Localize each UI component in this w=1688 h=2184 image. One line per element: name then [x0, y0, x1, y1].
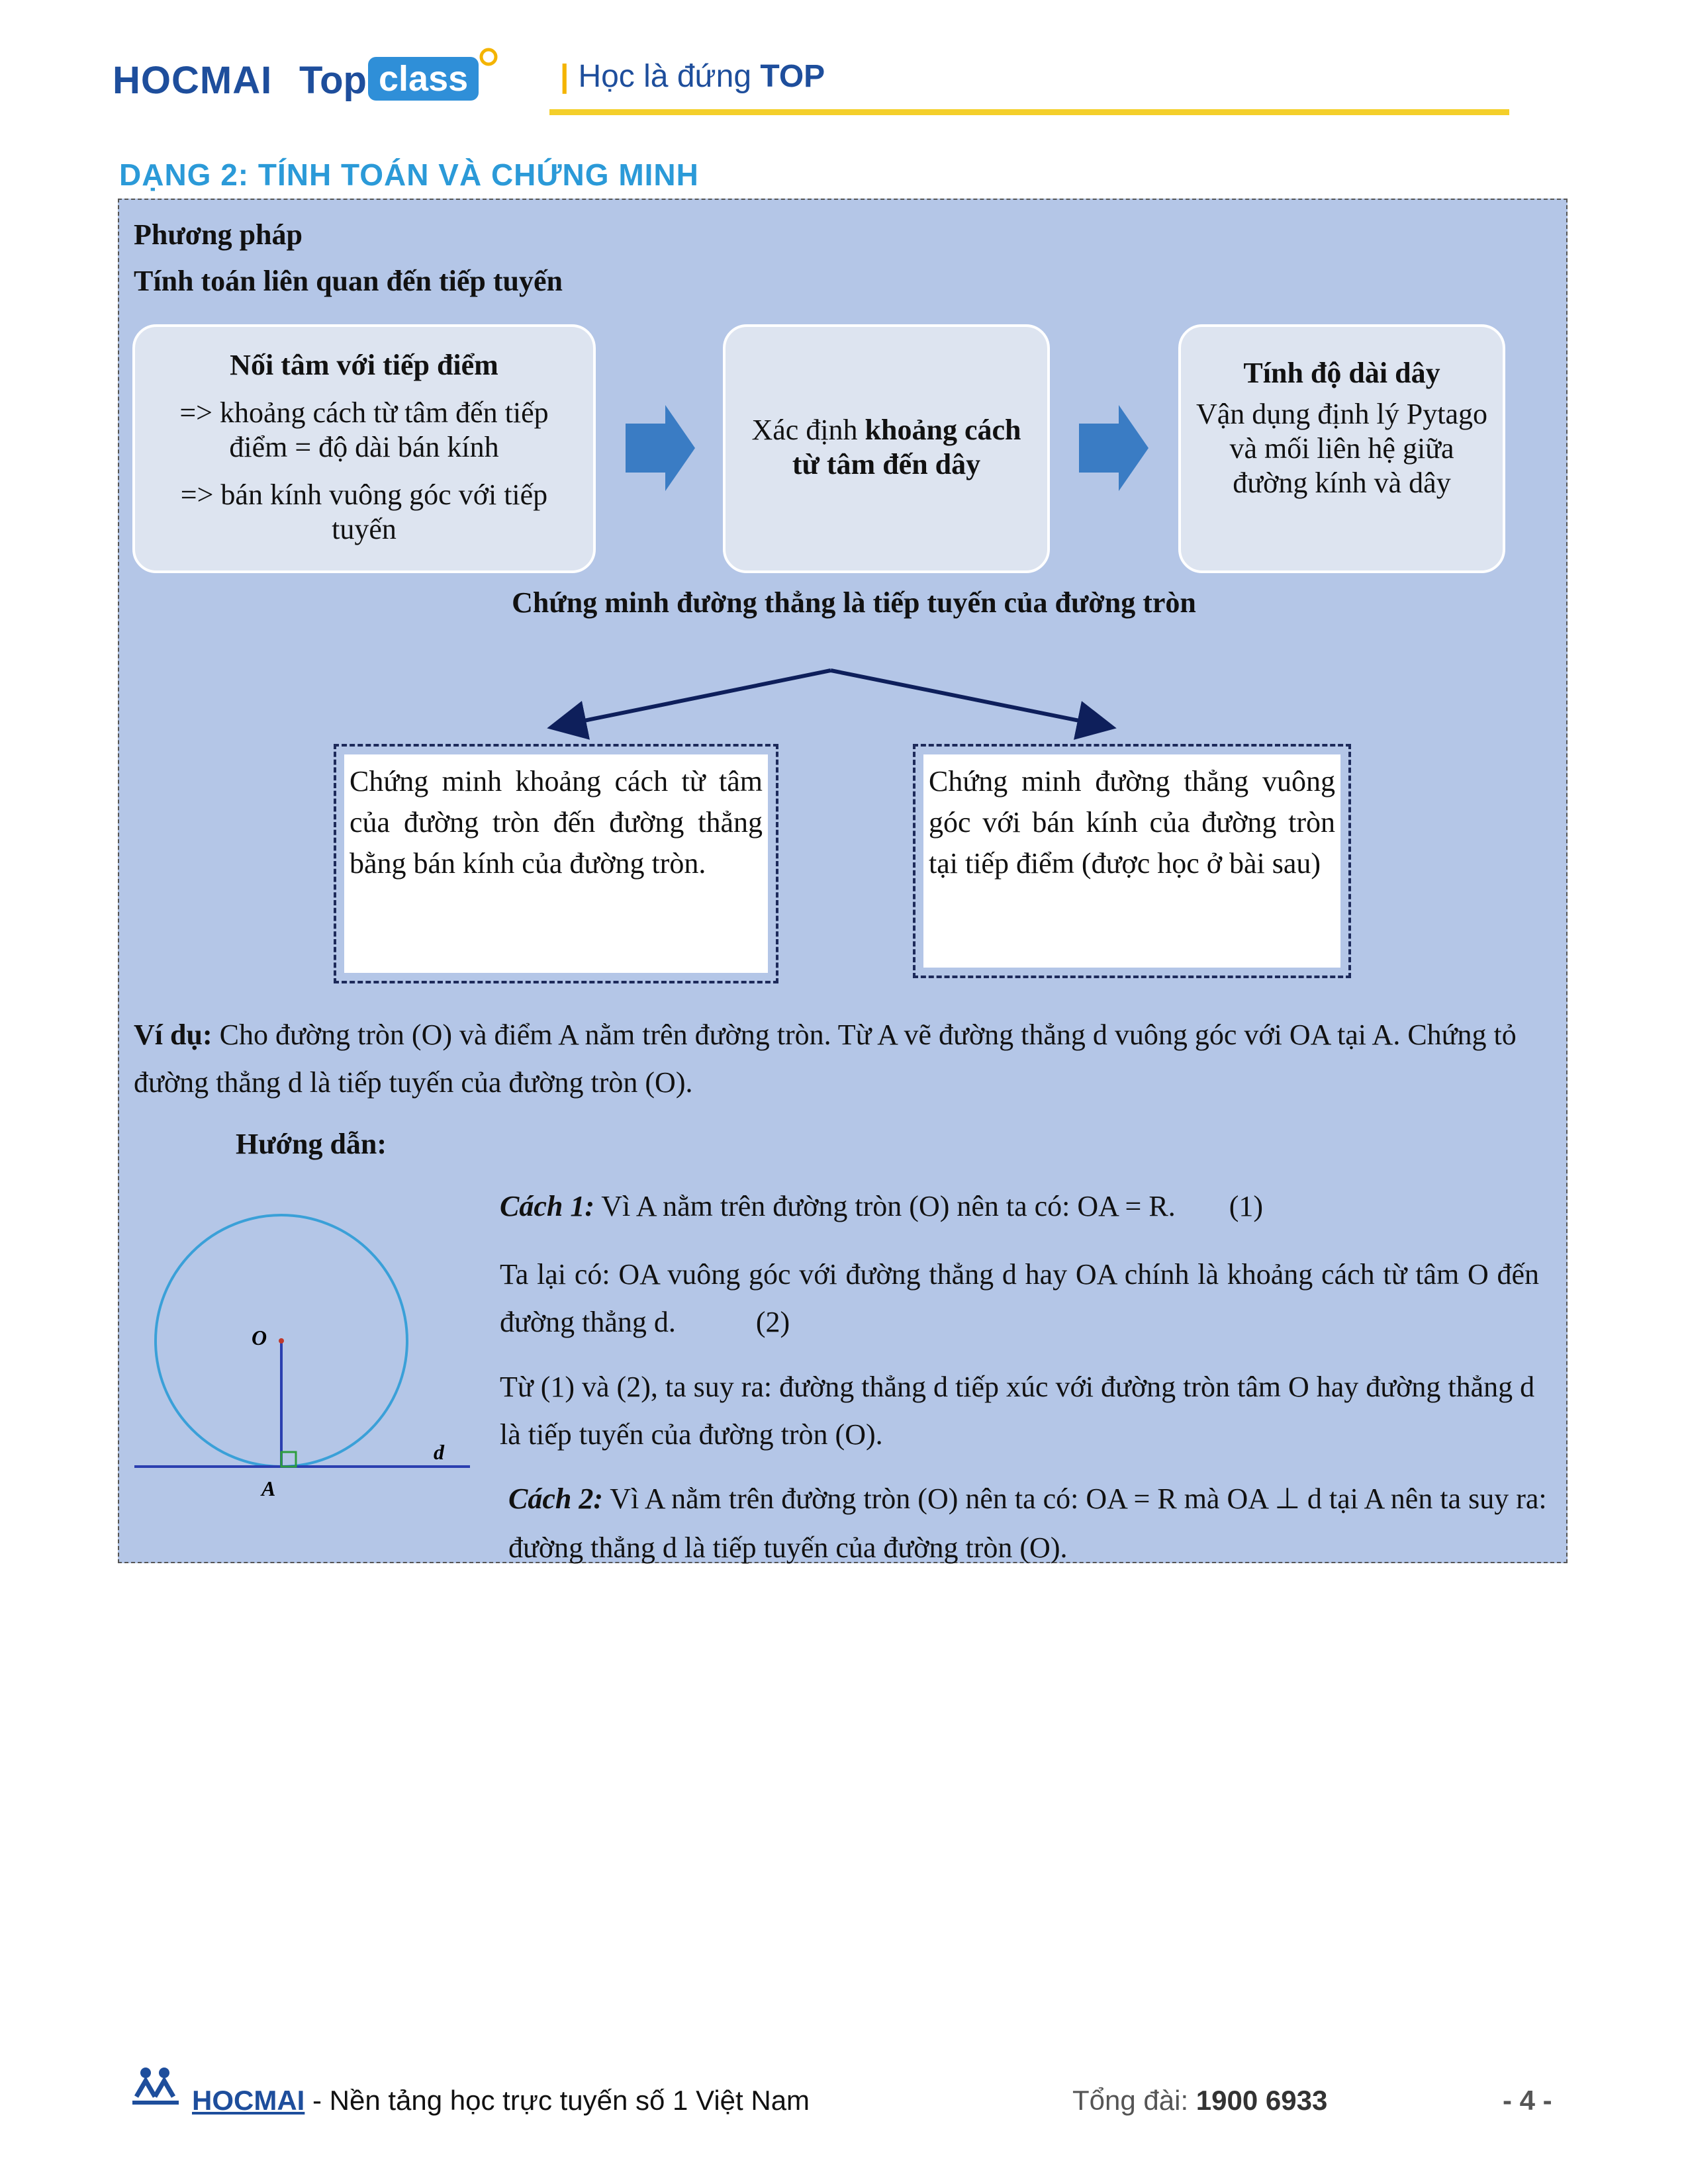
- way2-paragraph: [508, 1475, 1554, 1572]
- way1-text: Vì A nằm trên đường tròn (O) nên ta có: OA = R.: [601, 1190, 1176, 1222]
- example-text: Cho đường tròn (O) và điểm A nằm trên đường tròn. Từ A vẽ đường thẳng d vuông góc với OA tại A. Chứng tỏ đường thẳng d là tiếp tuyến của đường tròn (O).: [134, 1019, 1517, 1099]
- tagline-bold: TOP: [760, 59, 825, 94]
- panel-heading: Phương pháp: [134, 218, 303, 251]
- footer-brand-link[interactable]: HOCMAI: [192, 2085, 305, 2116]
- tagline: | Học là đứng TOP: [560, 59, 825, 94]
- footer-hotline: [1072, 2085, 1327, 2116]
- label-o: O: [252, 1326, 267, 1349]
- hocmai-footer-icon: [130, 2064, 183, 2110]
- flow-card-line: => khoảng cách từ tâm đến tiếp điểm = độ dài bán kính: [179, 396, 549, 463]
- arrow-left-branch: [555, 670, 831, 727]
- flow-card-title: Nối tâm với tiếp điểm: [230, 349, 498, 381]
- center-point: [279, 1338, 284, 1343]
- brand-logo-top: Top: [299, 59, 367, 102]
- panel-subheading: Tính toán liên quan đến tiếp tuyến: [134, 265, 563, 297]
- page-number: - 4 -: [1503, 2085, 1552, 2116]
- way2-label: Cách 2:: [508, 1482, 603, 1515]
- example-paragraph: [134, 1011, 1550, 1107]
- flow-card-distance: [723, 324, 1050, 573]
- way1-label: Cách 1:: [500, 1190, 594, 1222]
- tagline-text: Học là đứng: [578, 59, 752, 94]
- branch-arrows: [530, 659, 1125, 745]
- label-d: d: [434, 1440, 444, 1464]
- header-divider: [549, 109, 1509, 115]
- example-label: Ví dụ:: [134, 1019, 212, 1051]
- right-angle-mark: [281, 1452, 296, 1467]
- para3: Từ (1) và (2), ta suy ra: đường thẳng d tiếp xúc với đường tròn tâm O hay đường thẳng d là tiếp tuyến của đường tròn (O).: [500, 1371, 1535, 1451]
- para2-text: Ta lại có: OA vuông góc với đường thẳng d hay OA chính là khoảng cách từ tâm O đến đường thẳng d.: [500, 1258, 1539, 1338]
- para2-ref: (2): [755, 1306, 790, 1338]
- footer-slogan: - Nền tảng học trực tuyến số 1 Việt Nam: [305, 2085, 810, 2116]
- way2-text: Vì A nằm trên đường tròn (O) nên ta có: OA = R mà OA ⊥ d tại A nên ta suy ra: đường thẳng d là tiếp tuyến của đường tròn (O).: [508, 1482, 1547, 1564]
- proof-title: Chứng minh đường thẳng là tiếp tuyến của đường tròn: [512, 586, 1196, 619]
- hotline-label: Tổng đài:: [1072, 2085, 1196, 2116]
- label-a: A: [261, 1477, 276, 1500]
- proof-method-distance: Chứng minh khoảng cách từ tâm của đường tròn đến đường thẳng bằng bán kính của đường tròn.: [344, 754, 768, 973]
- way1-paragraph: [500, 1189, 1532, 1224]
- circle-tangent-figure: [129, 1205, 480, 1516]
- flow-card-title: Tính độ dài dây: [1243, 357, 1440, 389]
- flow-card-line: => bán kính vuông góc với tiếp tuyến: [180, 478, 548, 545]
- guide-label: Hướng dẫn:: [236, 1128, 387, 1160]
- footer-brand-line: [192, 2085, 810, 2116]
- brand-logo-class: class: [368, 57, 479, 101]
- arrow-right-icon: [1079, 405, 1152, 491]
- way1-ref: (1): [1229, 1190, 1264, 1222]
- flow-card-text: Xác định: [751, 414, 858, 446]
- para2: [500, 1251, 1539, 1346]
- sun-icon: [475, 44, 502, 70]
- hotline-number: 1900 6933: [1196, 2085, 1328, 2116]
- brand-logo: HOCMAI: [113, 59, 273, 102]
- arrow-right-branch: [831, 670, 1109, 727]
- flow-card-connect: [132, 324, 596, 573]
- arrow-right-icon: [626, 405, 698, 491]
- flow-card-chord: [1178, 324, 1505, 573]
- section-title: DẠNG 2: TÍNH TOÁN VÀ CHỨNG MINH: [119, 158, 699, 192]
- flow-card-text-bold: khoảng cách từ tâm đến dây: [792, 414, 1021, 480]
- proof-method-perpendicular: Chứng minh đường thẳng vuông góc với bán kính của đường tròn tại tiếp điểm (được học ở bài sau): [923, 754, 1340, 968]
- flow-card-body: Vận dụng định lý Pytago và mối liên hệ giữa đường kính và dây: [1196, 398, 1487, 499]
